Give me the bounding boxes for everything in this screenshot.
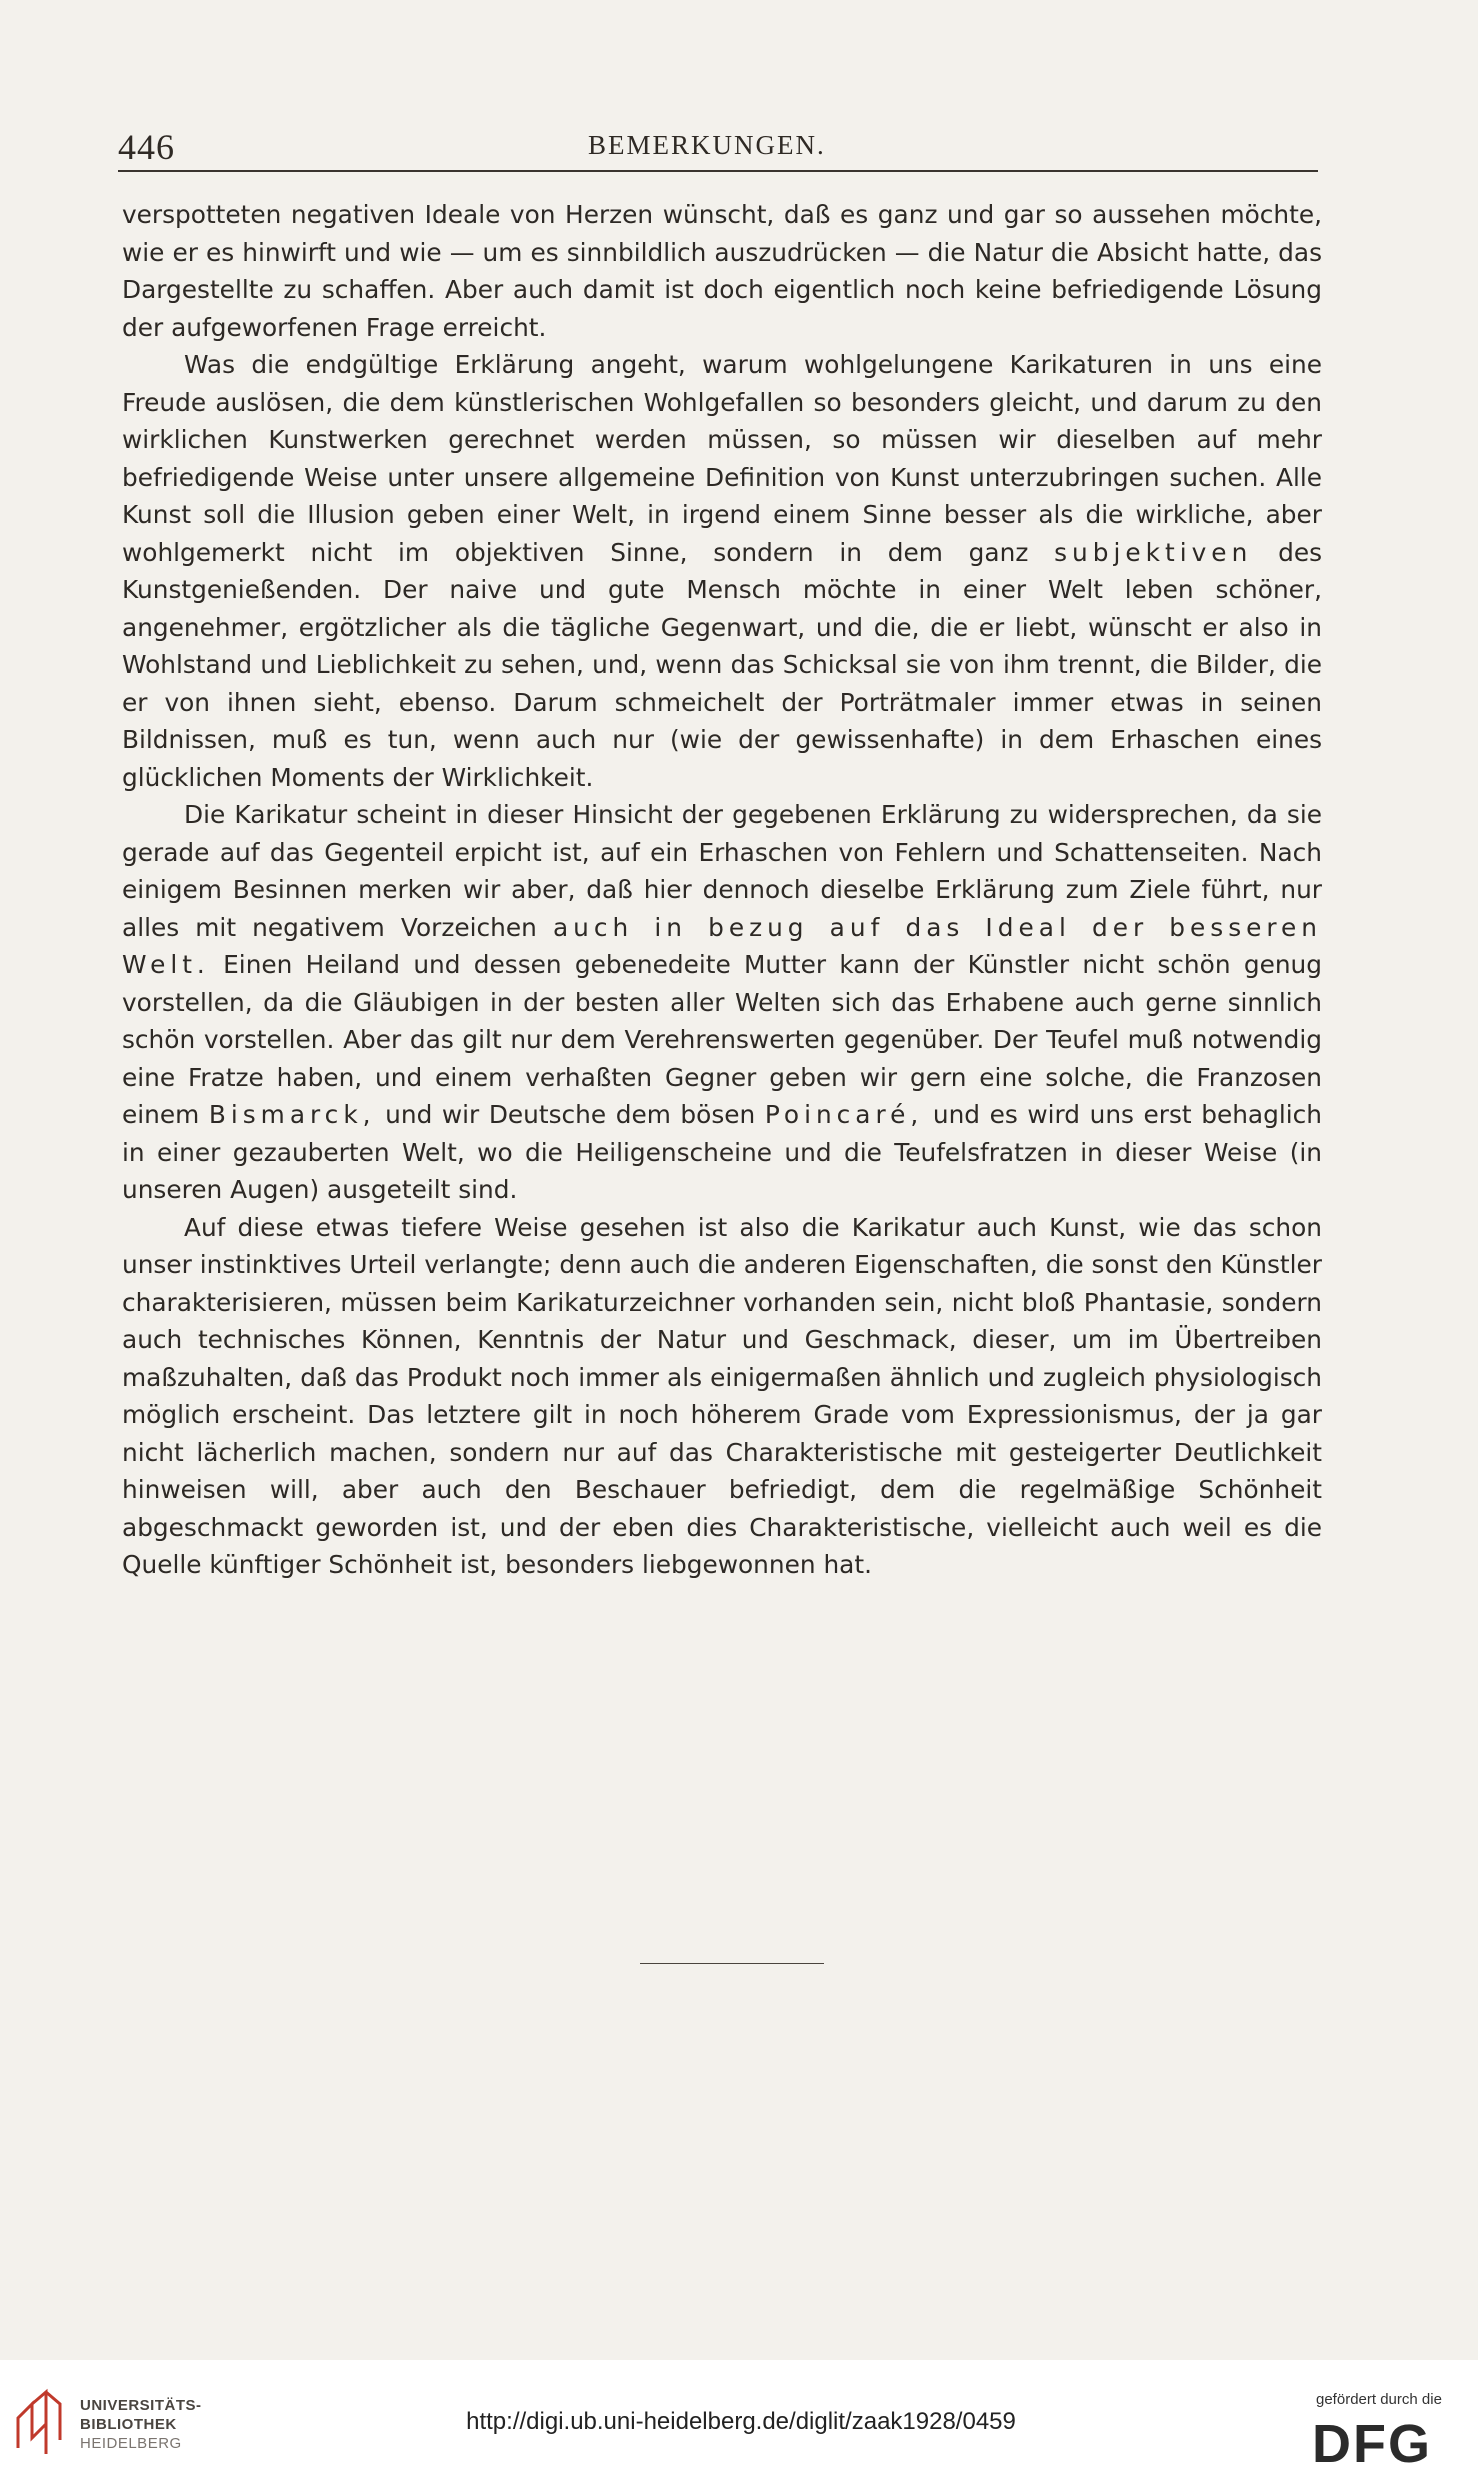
library-name-line-1: UNIVERSITÄTS- [80, 2397, 202, 2414]
body-text [122, 196, 1322, 1584]
paragraph-3 [122, 796, 1322, 1209]
paragraph-3-text-c: und wir Deutsche dem bösen [385, 1100, 756, 1129]
paragraph-1: verspotteten negativen Ideale von Herzen wünscht, daß es ganz und gar so aussehen möchte, wie er es hinwirft und wie — um es sinnbildlich auszudrücken — die Natur die Absicht hatte, das Dargestellte zu schaffen. Aber auch damit ist doch eigentlich noch keine befriedigende Lösung der aufgeworfenen Frage erreicht. [122, 200, 1322, 342]
emphasis-subjektiven: subjektiven [1054, 537, 1253, 567]
page-header [118, 122, 1318, 172]
permalink-url[interactable]: http://digi.ub.uni-heidelberg.de/diglit/zaak1928/0459 [466, 2408, 1016, 2435]
heidelberg-library-logo-icon [12, 2388, 68, 2456]
emphasis-ideal: auch in bezug auf das Ideal der besseren Welt. [122, 912, 1322, 979]
paragraph-2 [122, 346, 1322, 796]
paragraph-2-text-b: des Kunstgenießenden. Der naive und gute Mensch möchte in einer Welt leben schöner, angenehmer, ergötzlicher als die tägliche Gegenwart, und die, die er liebt, wünscht er also in Wohlstand und Lieblichkeit zu sehen, und, wenn das Schicksal sie von ihm trennt, die Bilder, die er von ihnen sieht, ebenso. Darum schmeichelt der Porträtmaler immer etwas in seinen Bildnissen, muß es tun, wenn auch nur (wie der gewissenhafte) in dem Erhaschen eines glücklichen Moments der Wirklichkeit. [122, 537, 1322, 792]
emphasis-poincare: Poincaré, [764, 1100, 924, 1129]
paragraph-3-text-d: und es wird uns erst behaglich in einer gezauberten Welt, wo die Heiligenscheine und die Teufelsfratzen in dieser Weise (in unseren Augen) ausgeteilt sind. [122, 1100, 1322, 1204]
dfg-logo: DFG [1312, 2414, 1432, 2474]
library-name-line-2: BIBLIOTHEK [80, 2416, 177, 2433]
paragraph-3-text-b: Einen Heiland und dessen gebenedeite Mutter kann der Künstler nicht schön genug vorstellen, da die Gläubigen in der besten aller Welten sich das Erhabene auch gerne sinnlich schön vorstellen. Aber das gilt nur dem Verehrenswerten gegenüber. Der Teufel muß notwendig eine Fratze haben, und einem verhaßten Gegner geben wir gern eine solche, die Franzosen einem [122, 950, 1323, 1129]
page-number: 446 [118, 127, 175, 167]
library-name [80, 2396, 202, 2453]
paragraph-3-text-a: Die Karikatur scheint in dieser Hinsicht der gegebenen Erklärung zu widersprechen, da sie gerade auf das Gegenteil erpicht ist, auf ein Erhaschen von Fehlern und Schattenseiten. Nach einigem Besinnen merken wir aber, daß hier dennoch dieselbe Erklärung zum Ziele führt, nur alles mit negativem Vorzeichen [122, 800, 1322, 942]
paragraph-2-text-a: Was die endgültige Erklärung angeht, warum wohlgelungene Karikaturen in uns eine Freude auslösen, die dem künstlerischen Wohlgefallen so besonders gleicht, und darum zu den wirklichen Kunstwerken gerechnet werden müssen, so müssen wir dieselben auf mehr befriedigende Weise unter unsere allgemeine Definition von Kunst unterzubringen suchen. Alle Kunst soll die Illusion geben einer Welt, in irgend einem Sinne besser als die wirkliche, aber wohlgemerkt nicht im objektiven Sinne, sondern in dem ganz [122, 350, 1322, 567]
digitization-footer [0, 2360, 1478, 2483]
paragraph-4: Auf diese etwas tiefere Weise gesehen ist also die Karikatur auch Kunst, wie das schon unser instinktives Urteil verlangte; denn auch die anderen Eigenschaften, die sonst den Künstler charakterisieren, müssen beim Karikaturzeichner vorhanden sein, nicht bloß Phantasie, sondern auch technisches Können, Kenntnis der Natur und Geschmack, dieser, um im Übertreiben maßzuhalten, daß das Produkt noch immer als einigermaßen ähnlich und zugleich physiologisch möglich erscheint. Das letztere gilt in noch höherem Grade vom Expressionismus, der ja gar nicht lächerlich machen, sondern nur auf das Charakteristische mit gesteigerter Deutlichkeit hinweisen will, aber auch den Beschauer befriedigt, dem die regelmäßige Schönheit abgeschmackt geworden ist, und der eben dies Charakteristische, vielleicht auch weil es die Quelle künftiger Schönheit ist, besonders liebgewonnen hat. [122, 1212, 1322, 1579]
library-name-line-3: HEIDELBERG [80, 2435, 182, 2452]
emphasis-bismarck: Bismarck, [208, 1100, 376, 1129]
dfg-caption: gefördert durch die [1316, 2391, 1442, 2408]
running-head: BEMERKUNGEN. [588, 130, 826, 160]
section-end-rule [640, 1963, 824, 1964]
